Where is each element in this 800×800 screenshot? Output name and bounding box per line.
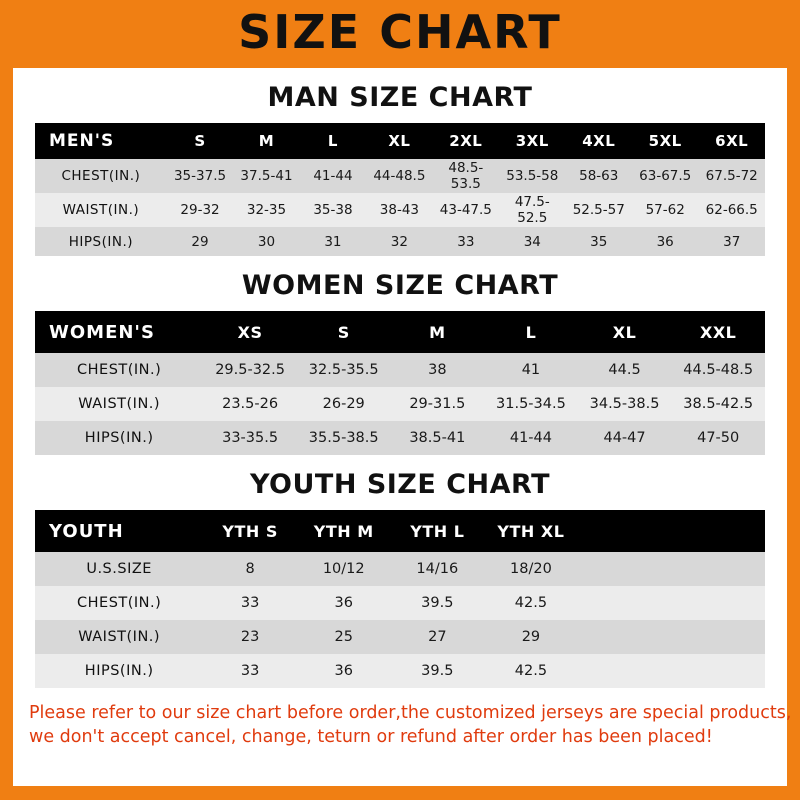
table-row [35, 586, 765, 620]
cell: 30 [233, 227, 299, 256]
column-header-s: S [167, 123, 233, 159]
table-women-size [35, 311, 765, 455]
cell [578, 586, 672, 620]
cell: 32 [366, 227, 432, 256]
row-label-chest: CHEST(IN.) [35, 586, 203, 620]
cell: 39.5 [391, 654, 485, 688]
column-header-empty-1 [578, 510, 672, 552]
cell: 67.5-72 [698, 159, 765, 193]
table-man-body [35, 159, 765, 256]
cell [671, 620, 765, 654]
column-header-rowlabel: MEN'S [35, 123, 167, 159]
section-title-women: WOMEN SIZE CHART [241, 270, 559, 301]
column-header-yth-m: YTH M [297, 510, 391, 552]
cell: 58-63 [566, 159, 632, 193]
table-man-size [35, 123, 765, 256]
column-header-xs: XS [203, 311, 297, 353]
table-row [35, 620, 765, 654]
table-youth-head [35, 510, 765, 552]
table-row [35, 387, 765, 421]
table-row [35, 193, 765, 227]
cell: 29.5-32.5 [203, 353, 297, 387]
table-row [35, 227, 765, 256]
table-man-head [35, 123, 765, 159]
table-row [35, 552, 765, 586]
table-row [35, 654, 765, 688]
cell: 35-38 [300, 193, 366, 227]
cell [671, 586, 765, 620]
row-label-hips: HIPS(IN.) [35, 421, 203, 455]
table-youth-size [35, 510, 765, 688]
cell: 29 [484, 620, 578, 654]
cell: 29-32 [167, 193, 233, 227]
column-header-l: L [300, 123, 366, 159]
cell: 47.5-52.5 [499, 193, 565, 227]
footer-line-1: Please refer to our size chart before order,the customized jerseys are special products, [29, 703, 792, 723]
column-header-5xl: 5XL [632, 123, 698, 159]
cell: 8 [203, 552, 297, 586]
table-row [35, 159, 765, 193]
cell: 23.5-26 [203, 387, 297, 421]
column-header-empty-2 [671, 510, 765, 552]
cell: 52.5-57 [566, 193, 632, 227]
column-header-l: L [484, 311, 578, 353]
cell: 35-37.5 [167, 159, 233, 193]
cell [671, 552, 765, 586]
cell: 33 [433, 227, 499, 256]
cell: 41 [484, 353, 578, 387]
column-header-yth-l: YTH L [391, 510, 485, 552]
section-youth-size-chart [13, 469, 787, 688]
cell: 36 [297, 654, 391, 688]
row-label-hips: HIPS(IN.) [35, 227, 167, 256]
cell: 36 [632, 227, 698, 256]
footer-line-2: we don't accept cancel, change, teturn or refund after order has been placed! [29, 726, 713, 747]
column-header-rowlabel: YOUTH [35, 510, 203, 552]
cell: 41-44 [300, 159, 366, 193]
column-header-6xl: 6XL [698, 123, 765, 159]
cell: 26-29 [297, 387, 391, 421]
row-label-chest: CHEST(IN.) [35, 353, 203, 387]
cell: 57-62 [632, 193, 698, 227]
table-women-head [35, 311, 765, 353]
row-label-chest: CHEST(IN.) [35, 159, 167, 193]
page-title: SIZE CHART [238, 5, 562, 59]
cell: 14/16 [391, 552, 485, 586]
cell: 42.5 [484, 586, 578, 620]
cell: 41-44 [484, 421, 578, 455]
cell: 38.5-42.5 [671, 387, 765, 421]
cell: 25 [297, 620, 391, 654]
cell: 53.5-58 [499, 159, 565, 193]
footer-disclaimer [13, 702, 792, 749]
cell: 31.5-34.5 [484, 387, 578, 421]
table-youth-body [35, 552, 765, 688]
table-header-row [35, 510, 765, 552]
cell: 35.5-38.5 [297, 421, 391, 455]
cell: 38 [391, 353, 485, 387]
section-women-size-chart [13, 270, 787, 455]
cell: 48.5-53.5 [433, 159, 499, 193]
column-header-xl: XL [578, 311, 672, 353]
column-header-yth-xl: YTH XL [484, 510, 578, 552]
cell: 47-50 [671, 421, 765, 455]
cell [578, 654, 672, 688]
cell [578, 620, 672, 654]
row-label-waist: WAIST(IN.) [35, 193, 167, 227]
cell: 23 [203, 620, 297, 654]
cell: 34 [499, 227, 565, 256]
cell [578, 552, 672, 586]
column-header-m: M [391, 311, 485, 353]
cell: 10/12 [297, 552, 391, 586]
cell: 36 [297, 586, 391, 620]
table-row [35, 353, 765, 387]
cell: 31 [300, 227, 366, 256]
cell: 29 [167, 227, 233, 256]
cell: 42.5 [484, 654, 578, 688]
cell: 62-66.5 [698, 193, 765, 227]
cell: 38.5-41 [391, 421, 485, 455]
column-header-m: M [233, 123, 299, 159]
cell: 43-47.5 [433, 193, 499, 227]
column-header-rowlabel: WOMEN'S [35, 311, 203, 353]
cell: 37.5-41 [233, 159, 299, 193]
cell: 34.5-38.5 [578, 387, 672, 421]
cell: 44-48.5 [366, 159, 432, 193]
row-label-waist: WAIST(IN.) [35, 387, 203, 421]
column-header-yth-s: YTH S [203, 510, 297, 552]
cell [671, 654, 765, 688]
cell: 18/20 [484, 552, 578, 586]
section-title-man: MAN SIZE CHART [267, 82, 533, 113]
cell: 63-67.5 [632, 159, 698, 193]
cell: 33 [203, 654, 297, 688]
table-women-body [35, 353, 765, 455]
column-header-2xl: 2XL [433, 123, 499, 159]
cell: 32.5-35.5 [297, 353, 391, 387]
cell: 37 [698, 227, 765, 256]
row-label-waist: WAIST(IN.) [35, 620, 203, 654]
section-man-size-chart [13, 82, 787, 256]
table-header-row [35, 123, 765, 159]
column-header-s: S [297, 311, 391, 353]
table-row [35, 421, 765, 455]
cell: 33-35.5 [203, 421, 297, 455]
column-header-xxl: XXL [671, 311, 765, 353]
section-title-youth: YOUTH SIZE CHART [249, 469, 551, 500]
cell: 44.5-48.5 [671, 353, 765, 387]
column-header-4xl: 4XL [566, 123, 632, 159]
row-label-hips: HIPS(IN.) [35, 654, 203, 688]
table-header-row [35, 311, 765, 353]
cell: 39.5 [391, 586, 485, 620]
cell: 33 [203, 586, 297, 620]
cell: 38-43 [366, 193, 432, 227]
cell: 44.5 [578, 353, 672, 387]
header-band [0, 0, 800, 68]
row-label-us-size: U.S.SIZE [35, 552, 203, 586]
cell: 32-35 [233, 193, 299, 227]
cell: 35 [566, 227, 632, 256]
column-header-xl: XL [366, 123, 432, 159]
cell: 29-31.5 [391, 387, 485, 421]
cell: 27 [391, 620, 485, 654]
cell: 44-47 [578, 421, 672, 455]
column-header-3xl: 3XL [499, 123, 565, 159]
bottom-accent-band [0, 786, 800, 800]
